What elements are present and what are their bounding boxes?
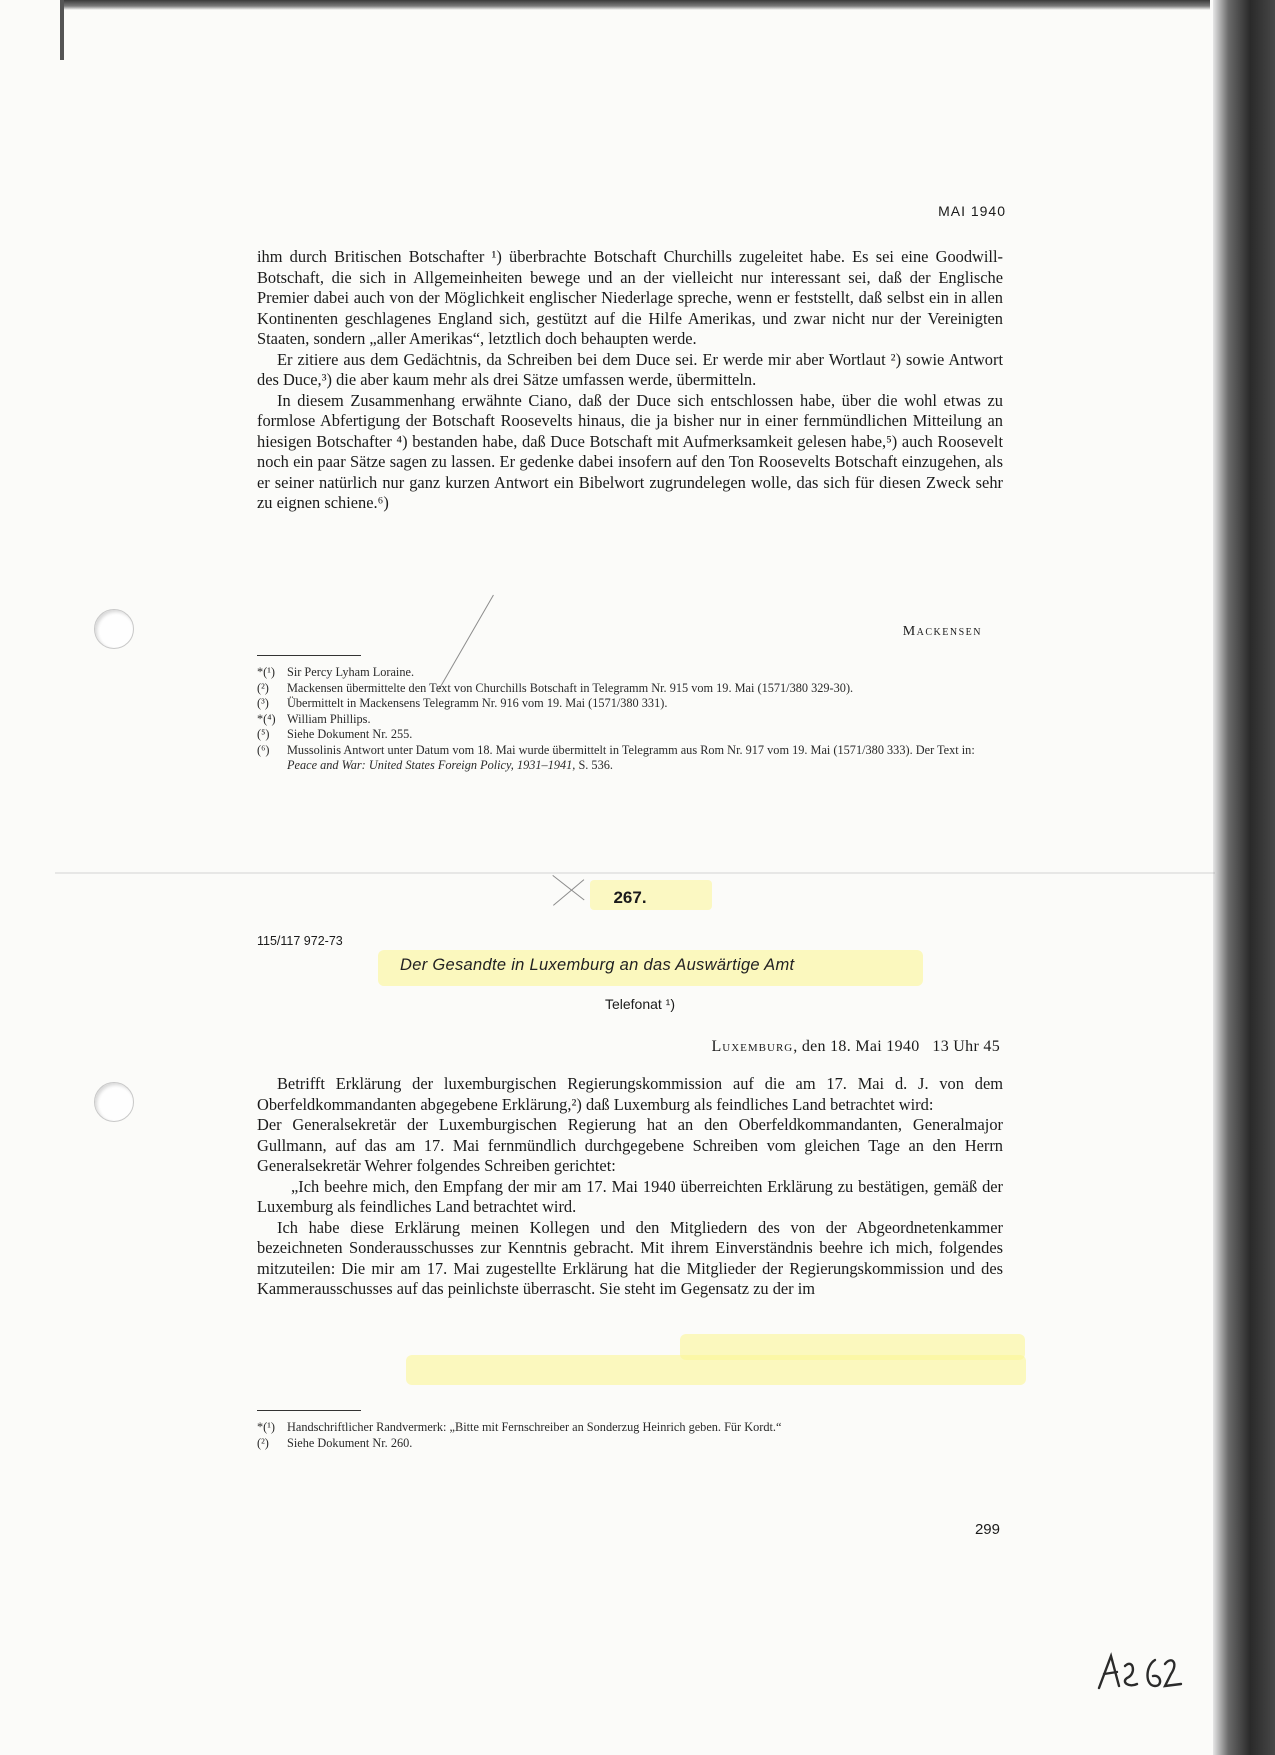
- footnote-text: Übermittelt in Mackensens Telegramm Nr. 916 vom 19. Mai (1571/380 331).: [287, 696, 668, 710]
- quoted-paragraph: „Ich beehre mich, den Empfang der mir am 17. Mai 1940 überreichten Erklärung zu bestätigen, gemäß der Luxemburg als feindliches Land betrachtet wird.: [257, 1176, 1003, 1216]
- highlight-mark: [680, 1334, 1025, 1360]
- footnote-text: Handschriftlicher Randvermerk: „Bitte mit Fernschreiber an Sonderzug Heinrich geben. Für Kordt.“: [287, 1420, 782, 1434]
- upper-footnotes: [257, 665, 1003, 774]
- highlighted-title: [378, 950, 923, 986]
- quoted-paragraph: Ich habe diese Erklärung meinen Kollegen und den Mitgliedern des von der Abgeordnetenkammer bezeichneten Sonderausschusses zur Kenntnis gebracht. Mit ihrem Einverständnis beehre ich mich, folgendes mitzuteilen: Die mir am 17. Mai zugestellte Erklärung hat die Mitglieder der Regierungskommission und des Kammerausschusses auf das peinlichste überrascht. Sie steht im Gegensatz zu der im: [257, 1217, 1003, 1298]
- footnote: [257, 1436, 1003, 1452]
- document-subtitle: Telefonat ¹): [604, 996, 676, 1012]
- footnote-mark: *(⁴): [257, 711, 276, 726]
- footnote-mark: (³): [257, 696, 269, 710]
- document-title: Der Gesandte in Luxemburg an das Auswärtige Amt: [400, 956, 795, 974]
- footnote-mark: *(¹): [257, 665, 276, 679]
- scan-edge-top: [60, 0, 1210, 10]
- footnote: [257, 665, 1003, 681]
- footnote: [257, 712, 1003, 728]
- paragraph: Betrifft Erklärung der luxemburgischen Regierungskommission auf die am 17. Mai d. J. von dem Oberfeldkommandanten abgegebene Erklärung,²) daß Luxemburg als feindliches Land betrachtet wird:: [257, 1074, 1003, 1114]
- signature: Mackensen: [902, 624, 982, 639]
- footnote-rule: [257, 655, 361, 656]
- paragraph: In diesem Zusammenhang erwähnte Ciano, daß der Duce sich entschlossen habe, über die wohl etwas zu formlose Abfertigung der Botschaft Roosevelts hinaus, die ja bisher nur in einer fernmündlichen Mitteilung an hiesigen Botschafter ⁴) bestanden habe, daß Duce Botschaft mit Aufmerksamkeit gelesen habe,⁵) auch Roosevelt noch ein paar Sätze sagen zu lassen. Er gedenke dabei insofern auf den Ton Roosevelts Botschaft einzugehen, als er seiner natürlich nur ganz kurzen Antwort ein Bibelwort zugrundelegen wolle, das sich für diesen Zweck sehr zu eignen schiene.⁶): [257, 390, 1003, 512]
- footnote-text-part: Mussolinis Antwort unter Datum vom 18. Mai wurde übermittelt in Telegramm aus Rom Nr. 917 vom 19. Mai (1571/380 333). Der Text in:: [287, 742, 975, 757]
- footnote: [257, 727, 1003, 743]
- book-title: Peace and War: United States Foreign Policy, 1931–1941: [287, 758, 573, 772]
- dateline: [590, 1038, 1000, 1056]
- file-reference: 115/117 972-73: [257, 934, 343, 948]
- footnote: [257, 743, 1003, 774]
- dateline-place: Luxemburg: [711, 1038, 794, 1055]
- scan-edge-left: [60, 0, 64, 60]
- footnote: [257, 1420, 1003, 1436]
- document-number: 267.: [613, 888, 647, 907]
- paragraph: Er zitiere aus dem Gedächtnis, da Schreiben bei dem Duce sei. Er werde mir aber Wortlaut ²) sowie Antwort des Duce,³) die aber kaum mehr als drei Sätze umfassen werde, übermitteln.: [257, 349, 1003, 389]
- footnote-text: Siehe Dokument Nr. 260.: [287, 1435, 413, 1450]
- punch-hole-top: [94, 609, 134, 649]
- footnote-mark: (²): [257, 1435, 269, 1450]
- footnote-text: [287, 743, 1003, 774]
- footnote-text-part: , S. 536.: [572, 758, 613, 772]
- paragraph: Der Generalsekretär der Luxemburgischen Regierung hat an den Oberfeldkommandanten, Generalmajor Gullmann, auf das am 17. Mai fernmündlich durchgegebene Schreiben vom gleichen Tage an den Herrn Generalsekretär Wehrer folgendes Schreiben gerichtet:: [257, 1115, 1003, 1175]
- footnote-mark: (²): [257, 680, 269, 695]
- footnote-text: William Phillips.: [287, 711, 371, 726]
- pen-stroke: [553, 879, 584, 905]
- paper-fold: [55, 872, 1215, 874]
- dateline-date: , den 18. Mai 1940 13 Uhr 45: [793, 1038, 1000, 1055]
- footnote-mark: (⁵): [257, 727, 270, 741]
- scan-edge-right: [1213, 0, 1275, 1755]
- handwritten-note: [1095, 1648, 1185, 1698]
- lower-body: [257, 1074, 1003, 1300]
- footnote-mark: *(¹): [257, 1420, 276, 1434]
- punch-hole-bottom: [94, 1082, 134, 1122]
- footnote-mark: (⁶): [257, 742, 270, 757]
- footnote: [257, 696, 1003, 712]
- paragraph: ihm durch Britischen Botschafter ¹) überbrachte Botschaft Churchills zugeleitet habe. Es sei eine Goodwill-Botschaft, die sich in Allgemeinheiten bewege und an der vielleicht nur interessant sei, daß der Englische Premier dabei auch von der Möglichkeit englischer Niederlage spreche, wenn er feststellt, daß selbst ein in allen Kontinenten geschlagenes England sich, gestützt auf die Hilfe Amerikas, und zwar nicht nur der Vereinigten Staaten, sondern „aller Amerikas“, letztlich doch behaupten werde.: [257, 247, 1003, 348]
- footnote: [257, 681, 1003, 697]
- upper-body: [257, 247, 1003, 514]
- footnote-text: Siehe Dokument Nr. 255.: [287, 727, 413, 741]
- running-head: MAI 1940: [938, 203, 1006, 219]
- page-number: 299: [974, 1521, 1000, 1538]
- footnote-rule: [257, 1410, 361, 1411]
- footnote-text: Mackensen übermittelte den Text von Churchills Botschaft in Telegramm Nr. 915 vom 19. Mai (1571/380 329-30).: [287, 680, 854, 695]
- lower-footnotes: [257, 1420, 1003, 1451]
- footnote-text: Sir Percy Lyham Loraine.: [287, 665, 415, 679]
- pen-stroke: [552, 875, 584, 900]
